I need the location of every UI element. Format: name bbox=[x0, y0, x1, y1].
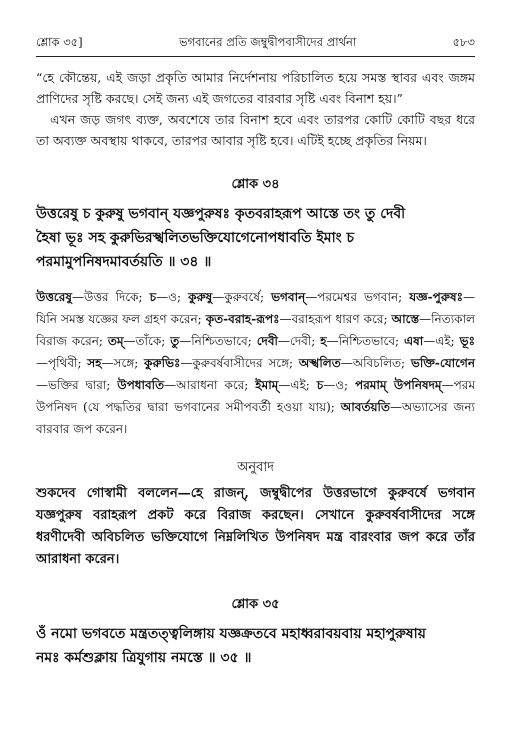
synonym-meaning: —দেবী; bbox=[277, 334, 321, 348]
synonym-meaning: —ও; bbox=[323, 378, 356, 392]
translation-heading: অনুবাদ bbox=[237, 460, 274, 475]
synonym-word: হ bbox=[320, 334, 327, 348]
intro-paragraph: এখন জড় জগৎ ব্যক্ত, অবশেষে তার বিনাশ হবে এবং তারপর কোটি কোটি বছর ধরে তা অব্যক্ত অবস্থায় থাকবে, তারপর আবার সৃষ্টি হবে। এটিই হচ্ছে প্রকৃতির নিয়ম। bbox=[36, 112, 475, 148]
synonym-word: চ bbox=[316, 378, 324, 392]
synonym-word: ইমাম্ bbox=[255, 378, 279, 392]
synonym-word: আবর্তয়তি bbox=[340, 400, 390, 414]
synonym-word: উত্তরেষু bbox=[36, 290, 72, 304]
synonym-meaning: —উত্তর দিকে; bbox=[71, 290, 150, 304]
verse-35-text bbox=[36, 622, 475, 670]
page-number: ৫৮৩ bbox=[452, 35, 475, 49]
synonym-word: চ bbox=[149, 290, 157, 304]
synonym-word: তম্ bbox=[107, 334, 124, 348]
synonym-meaning: —এই; bbox=[278, 378, 317, 392]
word-for-word-synonyms bbox=[36, 286, 475, 440]
translation-text: শুকদেব গোস্বামী বললেন—হে রাজন্, জম্বুদ্বীপের উত্তরভাগে কুরুবর্ষে ভগবান যজ্ঞপুরুষ বরাহরূপ প্রকট করে বিরাজ করছেন। সেখানে কুরুবর্ষবাসীদের সঙ্গে ধরণীদেবী অবিচলিত ভক্তিযোগে নিম্নলিখিত উপনিষদ মন্ত্র বারংবার জপ করে তাঁর আরাধনা করেন। bbox=[36, 486, 475, 567]
synonym-meaning: —সঙ্গে; bbox=[101, 356, 145, 370]
synonym-meaning: —নিশ্চিতভাবে; bbox=[326, 334, 405, 348]
synonym-meaning: —নিশ্চিতভাবে; bbox=[179, 334, 257, 348]
synonym-word: অস্খলিত bbox=[298, 356, 341, 370]
intro-quote: “হে কৌন্তেয়, এই জড়া প্রকৃতি আমার নির্দেশনায় পরিচালিত হয়ে সমস্ত স্থাবর এবং জঙ্গম প্রাণিদের সৃষ্টি করছে। সেই জন্য এই জগতের বারবার সৃষ্টি এবং বিনাশ হয়।” bbox=[36, 70, 475, 106]
synonym-word: কুরুভিঃ bbox=[144, 356, 181, 370]
synonym-word: এষা bbox=[404, 334, 424, 348]
header-chapter-title: ভগবানের প্রতি জম্বুদ্বীপবাসীদের প্রার্থনা bbox=[178, 35, 357, 49]
verse-35-line-2: নমঃ কর্মশুক্লায় ত্রিযুগায় নমস্তে ॥ ৩৫ ॥ bbox=[36, 650, 252, 666]
synonym-meaning: —এই; bbox=[423, 334, 460, 348]
synonym-meaning: —নিত্যকাল বিরাজ করেন; bbox=[36, 312, 475, 348]
synonym-word: সহ bbox=[87, 356, 102, 370]
synonym-word: ভক্তি-যোগেন bbox=[410, 356, 475, 370]
verse-35-heading: শ্লোক ৩৫ bbox=[231, 597, 280, 612]
verse-34-text bbox=[36, 202, 475, 274]
synonym-word: কুরুষু bbox=[188, 290, 213, 304]
verse-34-line-2: হৈষা ভূঃ সহ কুরুভিরস্খলিতভক্তিযোগেনোপধাবতি ইমাং চ bbox=[36, 230, 355, 246]
header-verse-ref: শ্লোক ৩৫] bbox=[36, 35, 83, 49]
synonym-meaning: —অভ্যাসের জন্য বারবার জপ করেন। bbox=[36, 400, 475, 436]
synonym-meaning: —যিনি সমস্ত যজ্ঞের ফল গ্রহণ করেন; bbox=[36, 290, 475, 326]
synonym-meaning: —পরম উপনিষদ (যে পদ্ধতির দ্বারা ভগবানের সমীপবর্তী হওয়া যায়); bbox=[36, 378, 476, 414]
verse-34-heading: শ্লোক ৩৪ bbox=[231, 177, 280, 192]
verse-35-line-1: ওঁ নমো ভগবতে মন্ত্রতত্ত্বলিঙ্গায় যজ্ঞক্রতবে মহাধ্বরাবয়বায় মহাপুরুষায় bbox=[36, 626, 426, 642]
synonym-meaning: —পরমেশ্বর ভগবান; bbox=[305, 290, 410, 304]
synonym-meaning: —কুরুবর্ষে; bbox=[212, 290, 272, 304]
synonym-meaning: —অবিচলিত; bbox=[340, 356, 411, 370]
synonym-word: পরমাম্ উপনিষদম্ bbox=[355, 378, 442, 392]
synonym-meaning: —পৃথিবী; bbox=[36, 356, 88, 370]
synonym-word: তু bbox=[170, 334, 180, 348]
verse-34-line-3: পরমামুপনিষদমাবর্তয়তি ॥ ৩৪ ॥ bbox=[36, 254, 212, 270]
running-header bbox=[36, 34, 475, 57]
synonym-word: যজ্ঞ-পুরুষঃ bbox=[409, 290, 463, 304]
synonym-meaning: —ও; bbox=[156, 290, 189, 304]
verse-34-line-1: উত্তরেষু চ কুরুষু ভগবান্ যজ্ঞপুরুষঃ কৃতবরাহরূপ আস্তে তং তু দেবী bbox=[36, 206, 406, 222]
synonym-meaning: —কুরুবর্ষবাসীদের সঙ্গে; bbox=[180, 356, 299, 370]
synonym-meaning: —বরাহরূপ ধারণ করে; bbox=[279, 312, 392, 326]
synonym-meaning: —ভক্তির দ্বারা; bbox=[36, 378, 118, 392]
synonym-word: ভগবান্ bbox=[271, 290, 306, 304]
synonym-word: আস্তে bbox=[391, 312, 420, 326]
synonym-word: কৃত-বরাহ-রূপঃ bbox=[205, 312, 280, 326]
synonym-meaning: —আরাধনা করে; bbox=[164, 378, 256, 392]
synonym-meaning: —তাঁকে; bbox=[123, 334, 171, 348]
synonym-word: দেবী bbox=[256, 334, 278, 348]
synonym-word: উপধাবতি bbox=[117, 378, 165, 392]
synonym-word: ভূঃ bbox=[459, 334, 475, 348]
